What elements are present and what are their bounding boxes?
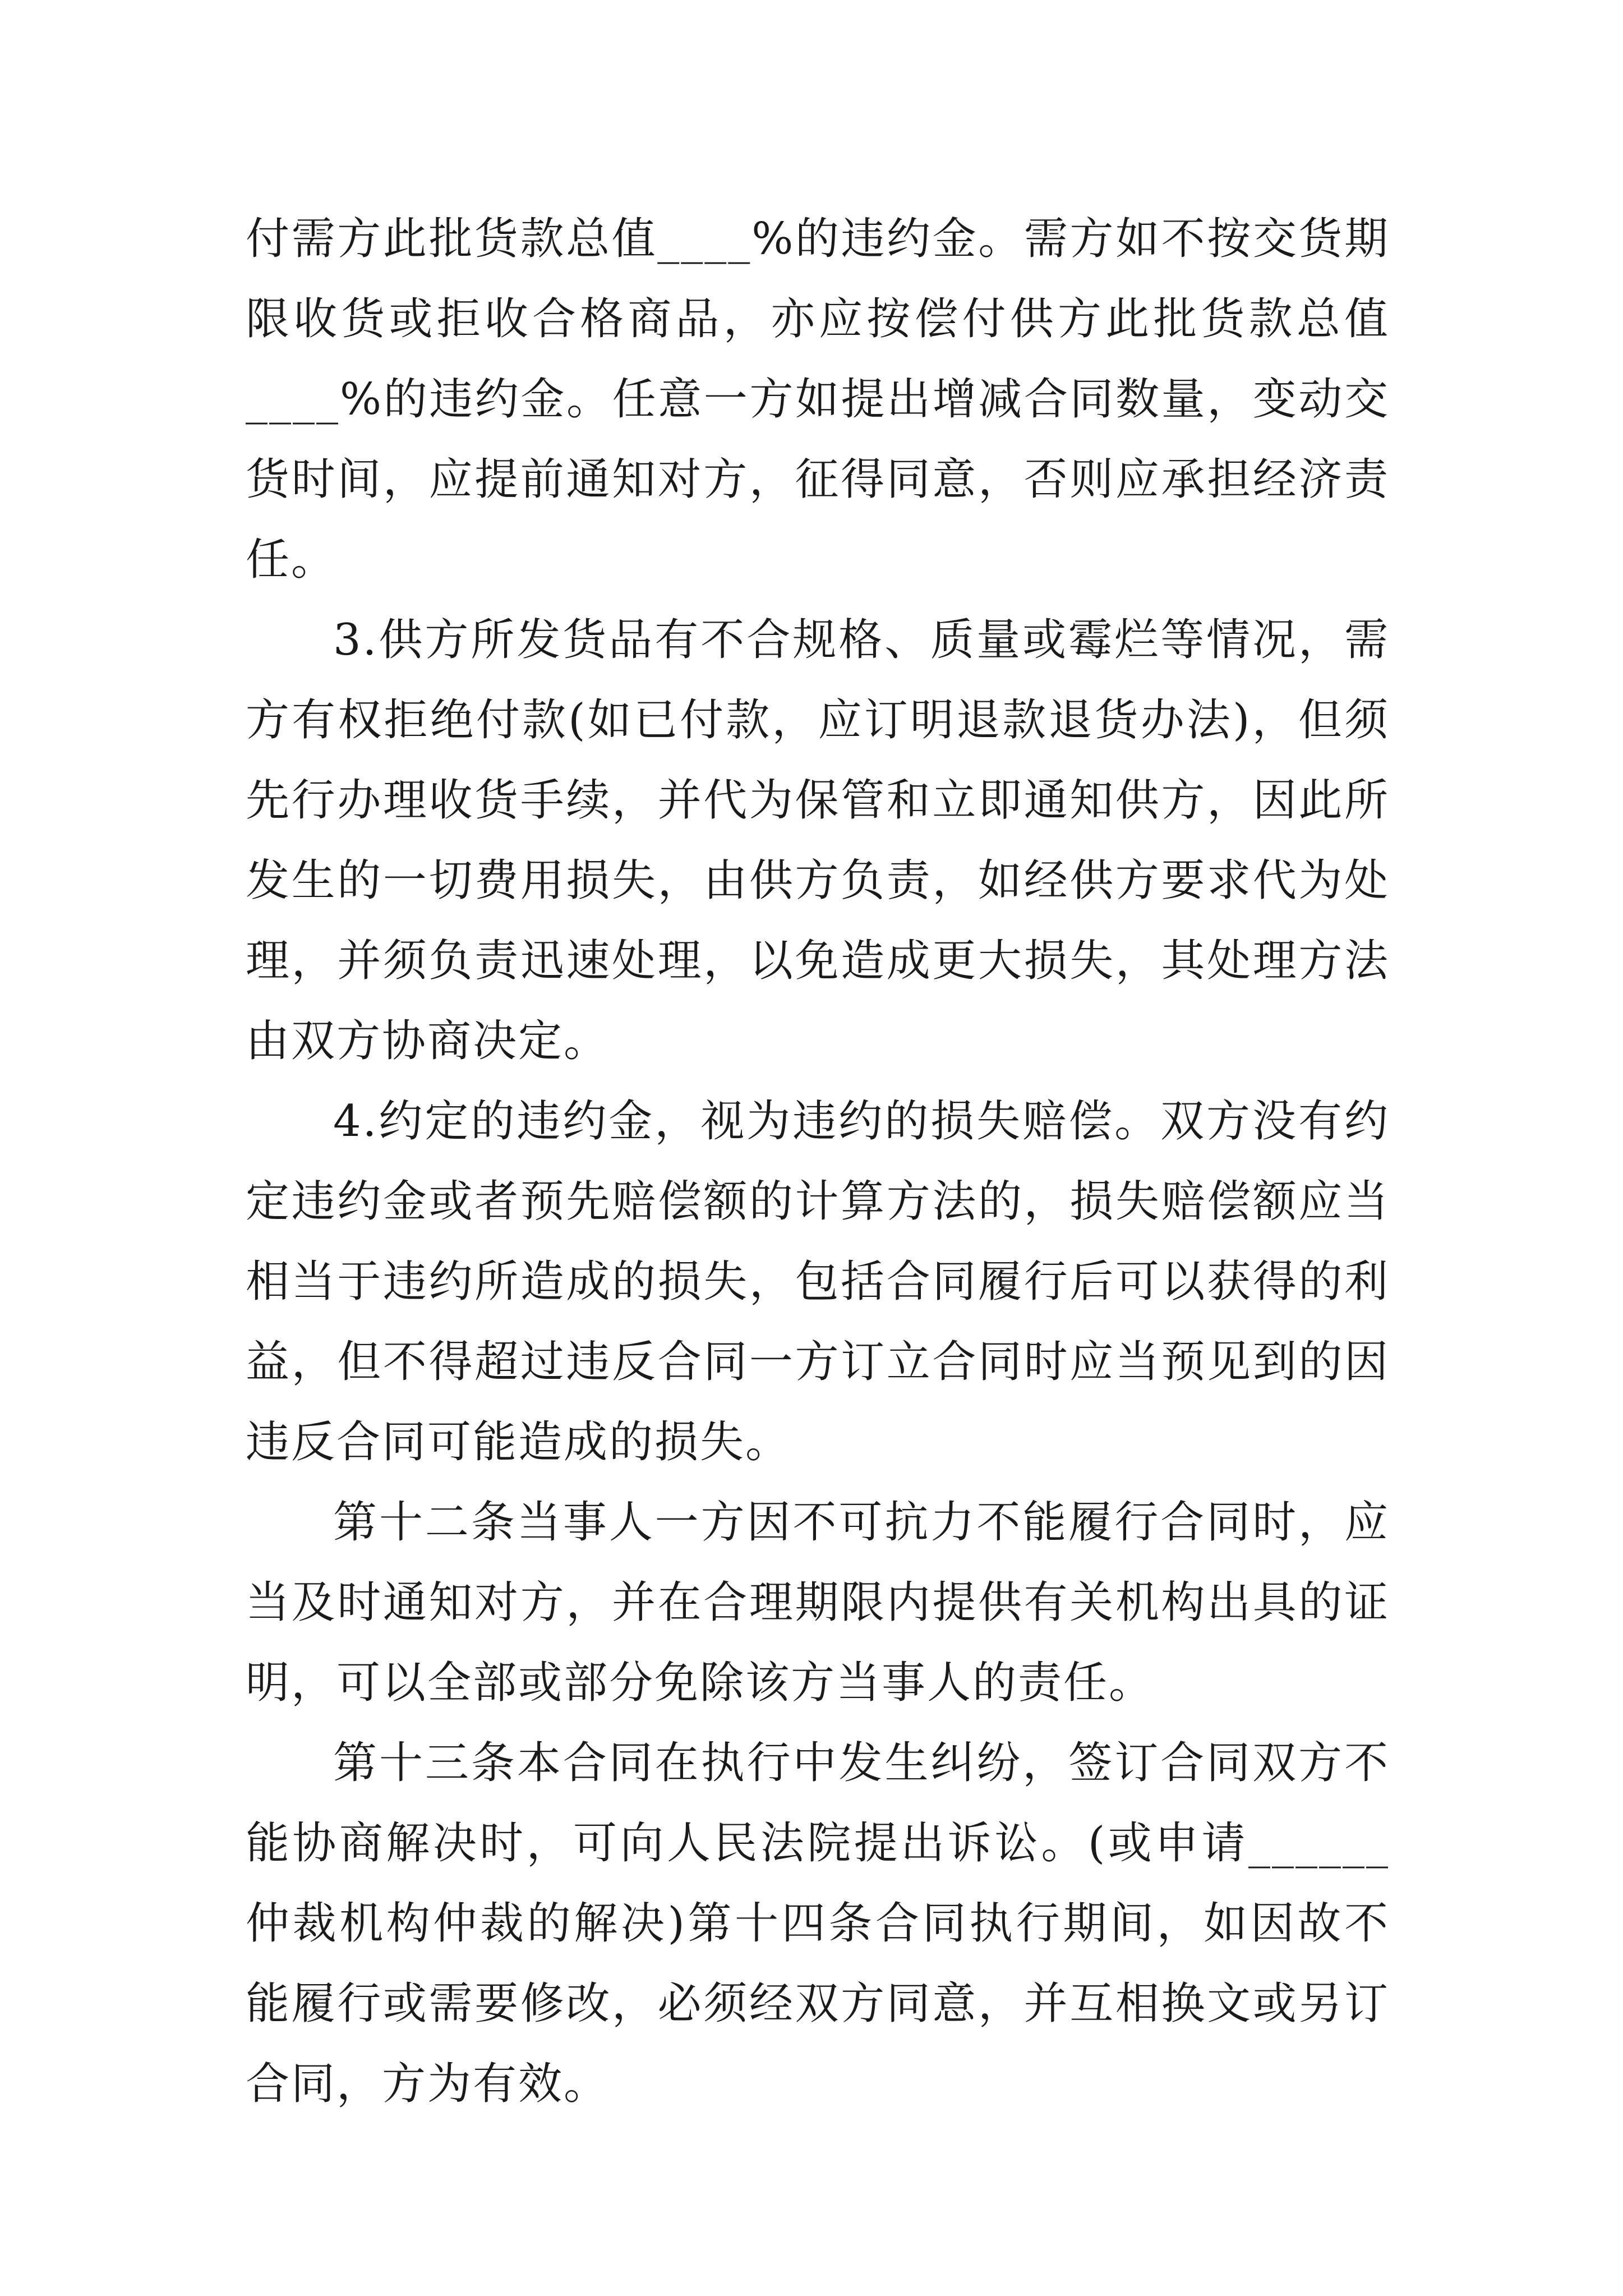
paragraph-article-13-disputes: 第十三条本合同在执行中发生纠纷，签订合同双方不能协商解决时，可向人民法院提出诉讼。(或申请______仲裁机构仲裁的解决)第十四条合同执行期间，如因故不能履行或需要修改，必须经双方同意，并互相换文或另订合同，方为有效。 bbox=[246, 1738, 1390, 2109]
paragraph-liquidated-damages-continued: 付需方此批货款总值____%的违约金。需方如不按交货期限收货或拒收合格商品，亦应按偿付供方此批货款总值____%的违约金。任意一方如提出增减合同数量，变动交货时间，应提前通知对方，征得同意，否则应承担经济责任。 bbox=[246, 214, 1390, 585]
contract-body bbox=[246, 199, 1390, 2124]
paragraph-clause-4-damages: 4.约定的违约金，视为违约的损失赔偿。双方没有约定违约金或者预先赔偿额的计算方法的，损失赔偿额应当相当于违约所造成的损失，包括合同履行后可以获得的利益，但不得超过违反合同一方订立合同时应当预见到的因违反合同可能造成的损失。 bbox=[246, 1096, 1390, 1467]
paragraph-clause-3-nonconforming-goods: 3.供方所发货品有不合规格、质量或霉烂等情况，需方有权拒绝付款(如已付款，应订明退款退货办法)，但须先行办理收货手续，并代为保管和立即通知供方，因此所发生的一切费用损失，由供方负责，如经供方要求代为处理，并须负责迅速处理，以免造成更大损失，其处理方法由双方协商决定。 bbox=[246, 615, 1390, 1066]
paragraph-article-12-force-majeure: 第十二条当事人一方因不可抗力不能履行合同时，应当及时通知对方，并在合理期限内提供有关机构出具的证明，可以全部或部分免除该方当事人的责任。 bbox=[246, 1497, 1390, 1708]
